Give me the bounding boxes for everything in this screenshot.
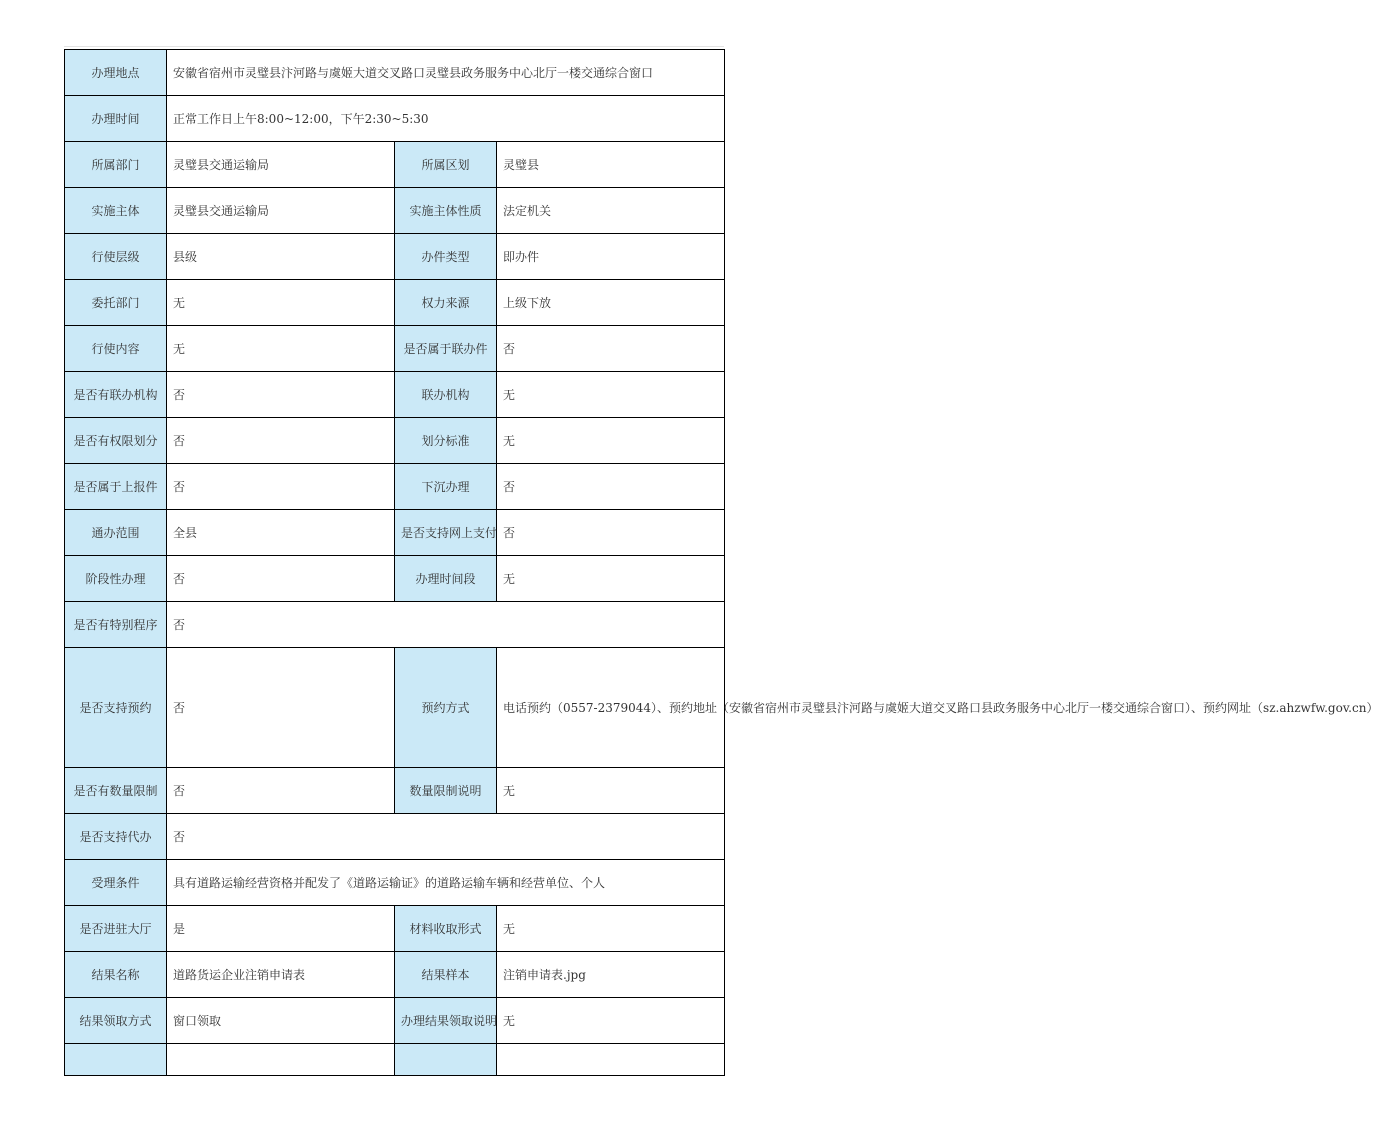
- field-value: 无: [497, 768, 725, 814]
- field-label: 阶段性办理: [65, 556, 167, 602]
- field-label: 通办范围: [65, 510, 167, 556]
- field-value: 窗口领取: [167, 998, 395, 1044]
- field-label: 所属区划: [395, 142, 497, 188]
- field-label: 划分标准: [395, 418, 497, 464]
- field-label-hours: 办理时间: [65, 96, 167, 142]
- field-value: 灵璧县: [497, 142, 725, 188]
- field-label: 办件类型: [395, 234, 497, 280]
- table-row: [65, 556, 725, 602]
- field-label: 所属部门: [65, 142, 167, 188]
- field-label: 委托部门: [65, 280, 167, 326]
- field-label: [395, 1044, 497, 1076]
- field-label: 是否属于联办件: [395, 326, 497, 372]
- field-label: 行使内容: [65, 326, 167, 372]
- field-value: 否: [167, 418, 395, 464]
- field-label: 行使层级: [65, 234, 167, 280]
- field-label: 结果名称: [65, 952, 167, 998]
- table-row: [65, 648, 725, 768]
- field-label: 是否进驻大厅: [65, 906, 167, 952]
- table-row: [65, 768, 725, 814]
- field-label: 是否支持网上支付: [395, 510, 497, 556]
- table-row: [65, 96, 725, 142]
- field-value-hours: 正常工作日上午8:00~12:00，下午2:30~5:30: [167, 96, 725, 142]
- field-value-special-procedure: 否: [167, 602, 725, 648]
- field-label: 结果领取方式: [65, 998, 167, 1044]
- field-value: [167, 1044, 395, 1076]
- field-label-reservation: 是否支持预约: [65, 648, 167, 768]
- field-value: 否: [497, 510, 725, 556]
- field-value-reservation: 否: [167, 648, 395, 768]
- field-value: 否: [167, 372, 395, 418]
- field-value: 否: [497, 326, 725, 372]
- service-info-sheet: [64, 46, 1378, 1076]
- table-row: [65, 510, 725, 556]
- field-value: 灵璧县交通运输局: [167, 142, 395, 188]
- table-row: [65, 602, 725, 648]
- field-value: 无: [497, 906, 725, 952]
- service-info-table: [64, 49, 1378, 1076]
- field-label: 数量限制说明: [395, 768, 497, 814]
- field-value: 法定机关: [497, 188, 725, 234]
- field-label: 权力来源: [395, 280, 497, 326]
- field-label: 联办机构: [395, 372, 497, 418]
- field-label: 材料收取形式: [395, 906, 497, 952]
- table-row: [65, 860, 725, 906]
- field-value: 道路货运企业注销申请表: [167, 952, 395, 998]
- table-row: [65, 418, 725, 464]
- field-value-reservation-method: 电话预约（0557-2379044）、预约地址（安徽省宿州市灵璧县汴河路与虞姬大道交叉路口县政务服务中心北厅一楼交通综合窗口）、预约网址（sz.ahzwfw.gov.cn）: [497, 648, 725, 768]
- field-label: 实施主体性质: [395, 188, 497, 234]
- field-label-conditions: 受理条件: [65, 860, 167, 906]
- field-value: 否: [167, 464, 395, 510]
- table-row: [65, 1044, 725, 1076]
- table-row: [65, 280, 725, 326]
- table-row: [65, 372, 725, 418]
- field-label: 结果样本: [395, 952, 497, 998]
- table-row: [65, 50, 725, 96]
- field-value: 全县: [167, 510, 395, 556]
- field-value: 上级下放: [497, 280, 725, 326]
- field-label-proxy: 是否支持代办: [65, 814, 167, 860]
- field-value: 无: [497, 418, 725, 464]
- field-value: 无: [497, 556, 725, 602]
- table-row: [65, 952, 725, 998]
- field-label: 办理时间段: [395, 556, 497, 602]
- table-row: [65, 464, 725, 510]
- field-label: 实施主体: [65, 188, 167, 234]
- table-row: [65, 234, 725, 280]
- field-value: 否: [167, 556, 395, 602]
- table-row: [65, 998, 725, 1044]
- field-value: 无: [167, 326, 395, 372]
- table-row: [65, 188, 725, 234]
- field-label: 是否有联办机构: [65, 372, 167, 418]
- table-row: [65, 326, 725, 372]
- field-value: 否: [167, 768, 395, 814]
- field-value-proxy: 否: [167, 814, 725, 860]
- field-label: [65, 1044, 167, 1076]
- field-label-special-procedure: 是否有特别程序: [65, 602, 167, 648]
- field-label: 办理结果领取说明: [395, 998, 497, 1044]
- table-row: [65, 906, 725, 952]
- field-label: 是否有数量限制: [65, 768, 167, 814]
- field-value-result-sample[interactable]: 注销申请表.jpg: [497, 952, 725, 998]
- field-value: 无: [497, 998, 725, 1044]
- table-row: [65, 814, 725, 860]
- field-label: 是否有权限划分: [65, 418, 167, 464]
- field-label-location: 办理地点: [65, 50, 167, 96]
- field-label-reservation-method: 预约方式: [395, 648, 497, 768]
- field-value-conditions: 具有道路运输经营资格并配发了《道路运输证》的道路运输车辆和经营单位、个人: [167, 860, 725, 906]
- field-value: 无: [497, 372, 725, 418]
- field-value: 无: [167, 280, 395, 326]
- field-value-location: 安徽省宿州市灵璧县汴河路与虞姬大道交叉路口灵璧县政务服务中心北厅一楼交通综合窗口: [167, 50, 725, 96]
- field-value: 是: [167, 906, 395, 952]
- table-row: [65, 142, 725, 188]
- field-label: 是否属于上报件: [65, 464, 167, 510]
- field-value: 即办件: [497, 234, 725, 280]
- field-value: 县级: [167, 234, 395, 280]
- field-label: 下沉办理: [395, 464, 497, 510]
- field-value: 否: [497, 464, 725, 510]
- field-value: [497, 1044, 725, 1076]
- field-value: 灵璧县交通运输局: [167, 188, 395, 234]
